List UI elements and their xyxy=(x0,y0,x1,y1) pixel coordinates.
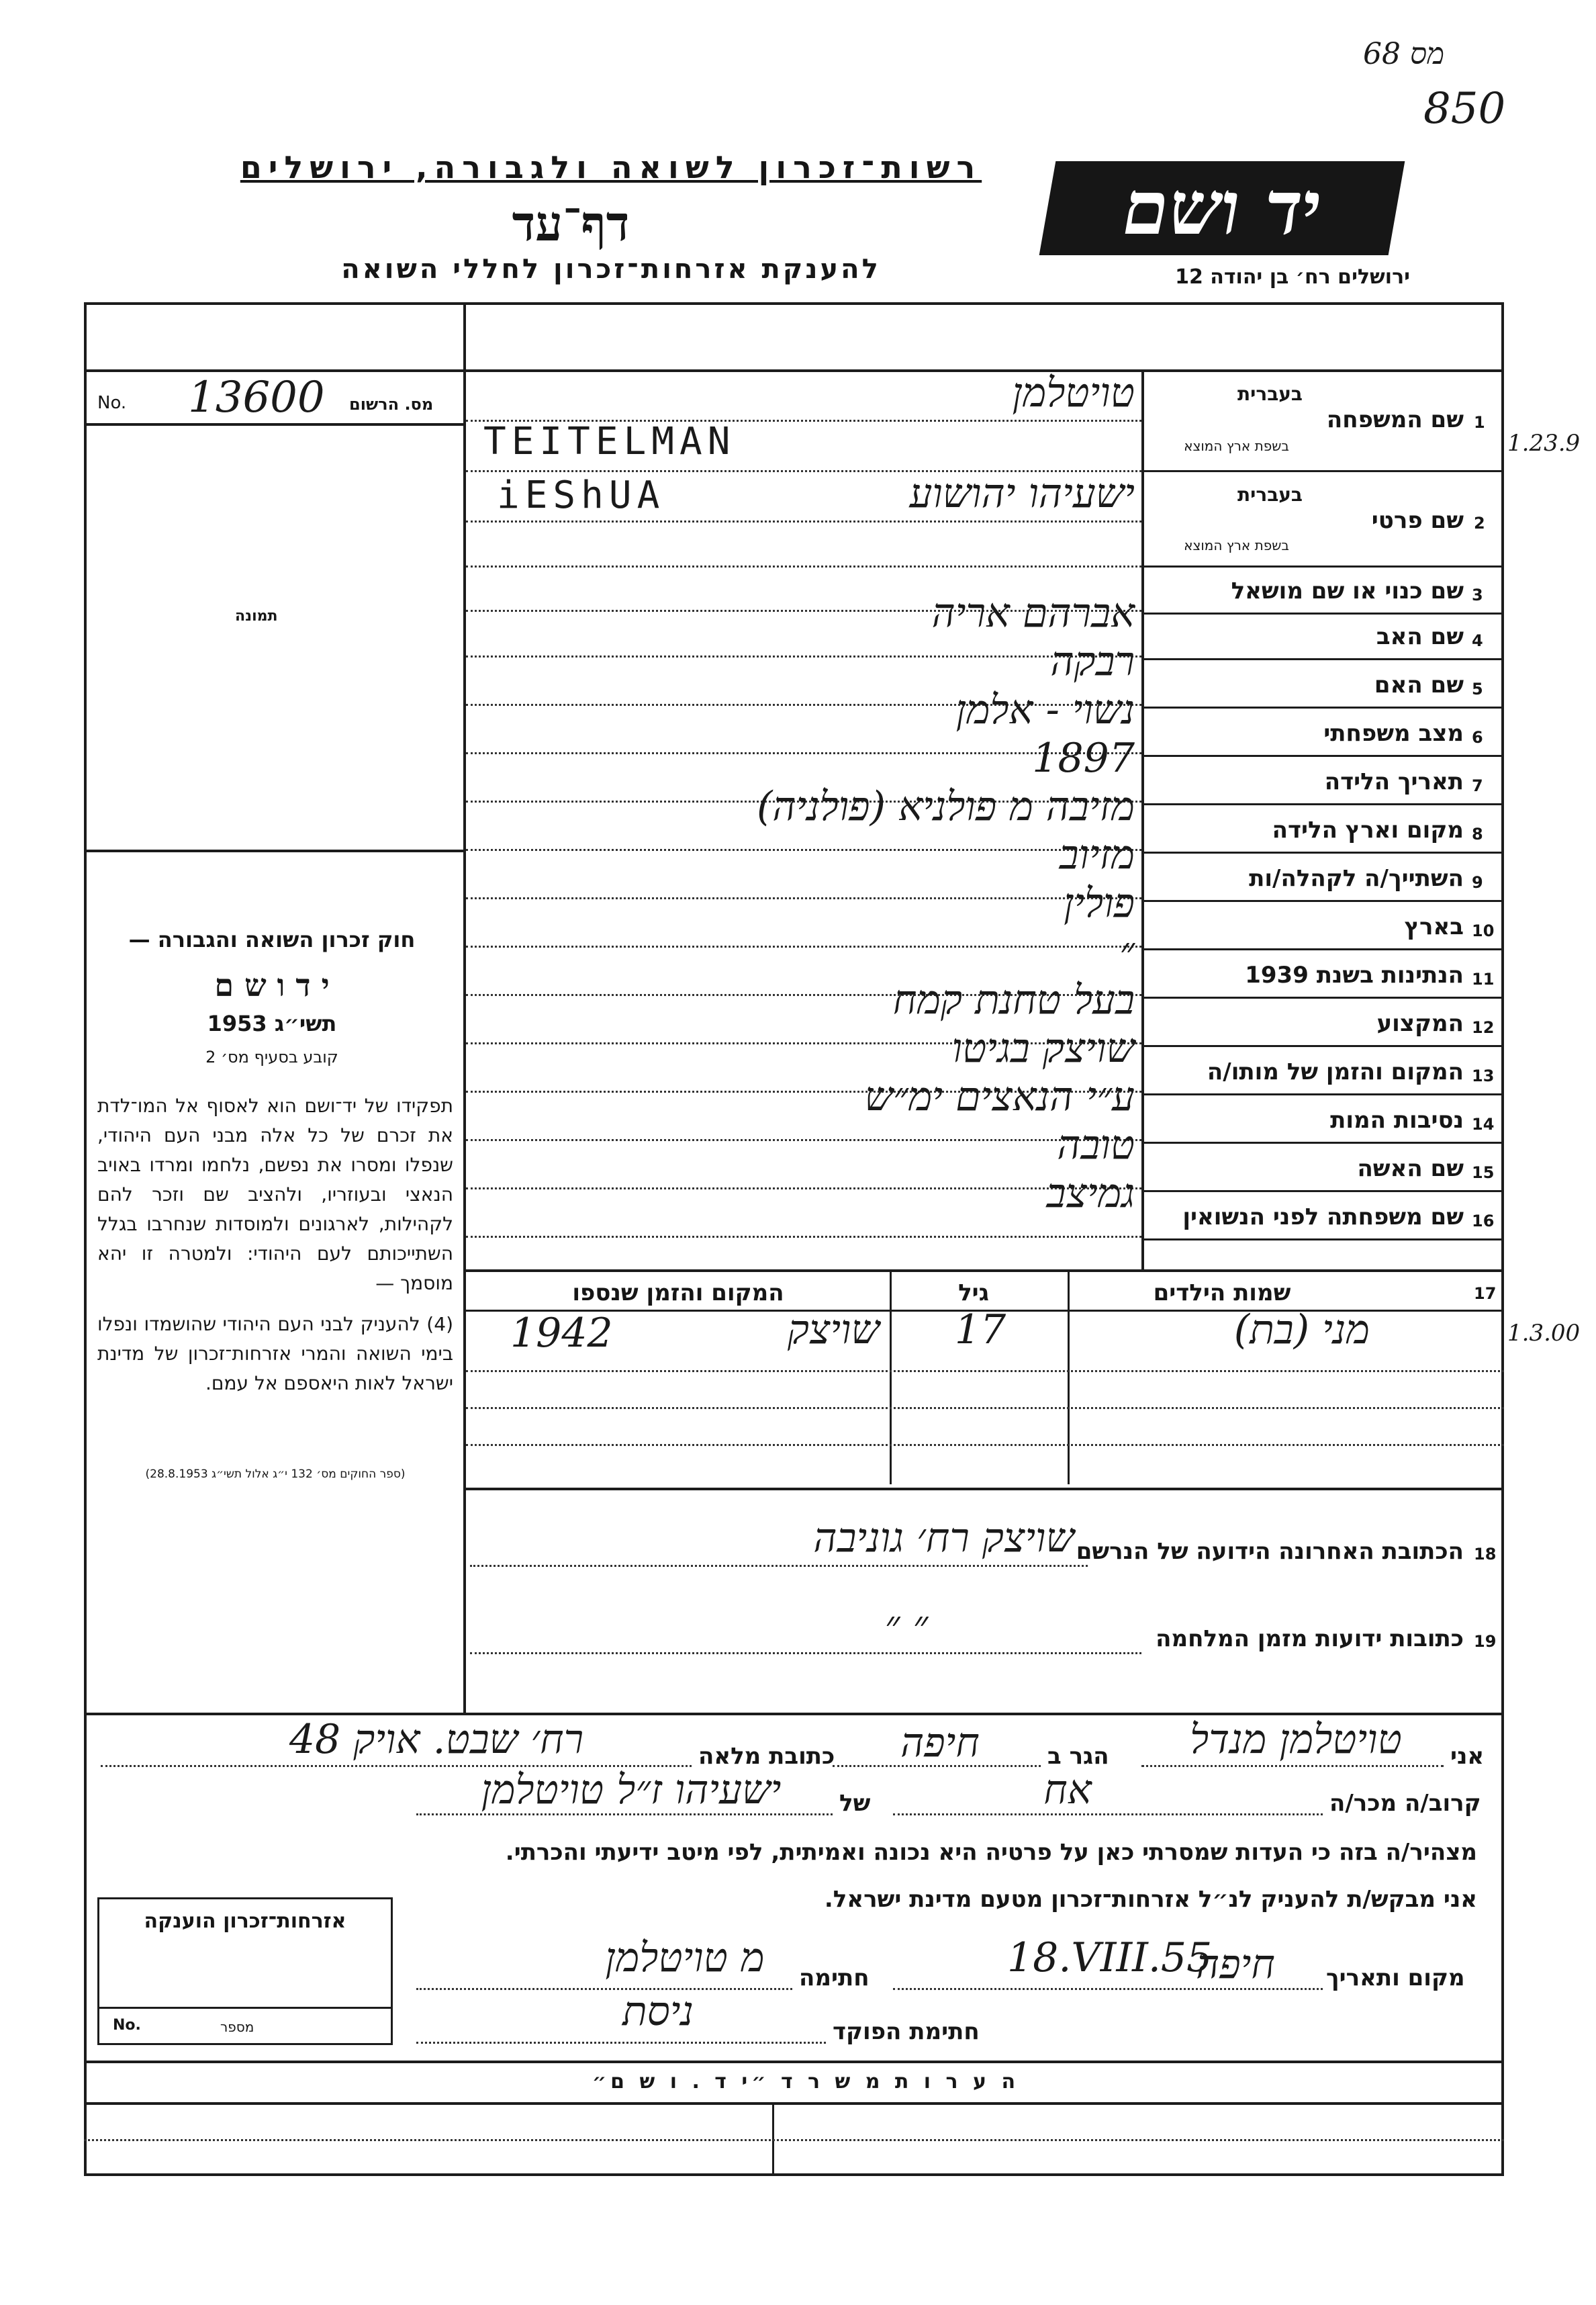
stamp-box-title: אזרחות־זכרון הוענקה xyxy=(144,1909,346,1933)
child-1-place: שויצק xyxy=(787,1306,880,1353)
declarant-lives-value: חיפה xyxy=(900,1719,980,1766)
field-18-value: שויצק רח׳ גוניבה xyxy=(813,1515,1074,1562)
stamp-box-rule xyxy=(99,2007,391,2009)
field-6-rule xyxy=(1141,755,1504,757)
children-row-line xyxy=(466,1407,1504,1409)
signature-label: חתימה xyxy=(799,1964,870,1991)
logo-address: ירושלים רח׳ בן יהודה 12 xyxy=(1175,265,1410,289)
children-place-header: המקום והזמן שנספו xyxy=(572,1279,784,1306)
children-bottom-rule xyxy=(463,1488,1504,1490)
of-line xyxy=(416,1813,833,1815)
date-value: 18.VIII.55 xyxy=(1007,1934,1213,1981)
field-8-label: מקום וארץ הלידה xyxy=(1272,817,1464,844)
field-6-label: מצב משפחתי xyxy=(1323,720,1464,747)
field-13-number: 13 xyxy=(1472,1067,1495,1085)
law-text-2: (4) להעניק לבני העם היהודי שהושמדו ונפלו בימי השואה והמרי אזרחות־זכרון של מדינת ישראל לאות היאספם אל עמם. xyxy=(97,1313,453,1394)
field-2-line xyxy=(466,521,1141,523)
field-7-number: 7 xyxy=(1472,776,1483,795)
field-4-rule xyxy=(1141,658,1504,660)
child-1-age: 17 xyxy=(954,1306,1006,1353)
field-2-sub-local: בשפת ארץ המוצא xyxy=(1184,537,1289,553)
place-value: חיפה xyxy=(1196,1941,1275,1988)
officer-line xyxy=(416,2042,826,2044)
field-19-number: 19 xyxy=(1474,1632,1497,1651)
law-clause: קובע בסעיף מס׳ 2 xyxy=(205,1048,338,1067)
field-2-local-line xyxy=(466,566,1141,568)
children-names-header: שמות הילדים xyxy=(1153,1279,1291,1306)
law-title: חוק זכרון השואה והגבורה — xyxy=(128,927,416,952)
children-col-1 xyxy=(1068,1269,1070,1484)
of-value: ישעיהו ז״ל טויטלמן xyxy=(481,1766,782,1813)
field-16-rule xyxy=(1141,1238,1504,1240)
field-18-line xyxy=(470,1565,1088,1567)
place-date-line xyxy=(893,1988,1323,1990)
field-14-rule xyxy=(1141,1142,1504,1144)
authority-name: רשות־זכרון לשואה ולגבורה, ירושלים xyxy=(240,149,982,185)
law-text-1: תפקידו של יד־ושם הוא לאסוף אל המו־לדת את זכרם של כל אלה מבני העם היהודי, שנפלו ומסרו את נפשם, נלחמו ומרדו באויב הנאצי ובעוזריו, ולהציב שם וזכר להם לקהילות, לארגונים ולמוסדות שנחרבו בגלל השתייכותם לעם היהודי: ולמטרה זו יהא מוסמך — xyxy=(97,1095,453,1294)
field-2-label: שם פרטי xyxy=(1371,507,1464,534)
photo-rule xyxy=(84,850,463,852)
field-10-rule xyxy=(1141,948,1504,950)
place-date-label: מקום ותאריך xyxy=(1326,1964,1465,1991)
statement-2: אני מבקש/ת להעניק לנ״ל אזרחות־זכרון מטעם מדינת ישראל. xyxy=(824,1886,1477,1913)
registration-label: מס. הרשום xyxy=(349,395,434,414)
child-1-name: מני (בת) xyxy=(1233,1306,1370,1353)
field-1-label: שם המשפחה xyxy=(1326,406,1464,433)
top-band-line xyxy=(84,369,1504,372)
declaration-top-rule xyxy=(84,1713,1504,1715)
field-16-number: 16 xyxy=(1472,1212,1495,1230)
field-1-sub-he: בעברית xyxy=(1237,383,1303,405)
remarks-header-rule xyxy=(84,2102,1504,2105)
field-3-number: 3 xyxy=(1472,586,1483,604)
law-footnote: (ספר החוקים מס׳ 132 י״ג אלול תשי״ג 28.8.1953) xyxy=(145,1467,406,1481)
field-10-number: 10 xyxy=(1472,921,1495,940)
officer-signature: ניסת xyxy=(622,1988,694,2035)
field-1-value: טויטלמן xyxy=(1012,369,1135,416)
field-9-label: השתייך/ה לקהלה/ות xyxy=(1249,865,1464,892)
stamp-box-no: No. xyxy=(113,2017,141,2034)
field-13-value: שויצק בגיטו xyxy=(951,1025,1135,1072)
field-14-label: נסיבות המות xyxy=(1330,1107,1464,1134)
relative-value: אח xyxy=(1043,1766,1092,1813)
field-1-number: 1 xyxy=(1474,413,1485,432)
field-6-number: 6 xyxy=(1472,728,1483,747)
law-name: י ד ו ש ם xyxy=(214,967,330,1003)
labels-column-divider xyxy=(1141,369,1144,1269)
field-15-label: שם האשה xyxy=(1357,1155,1464,1182)
of-label: של xyxy=(839,1790,871,1817)
field-3-label: שם כנוי או שם מושאל xyxy=(1231,578,1464,604)
field-9-number: 9 xyxy=(1472,873,1483,892)
field-10-value: פולין xyxy=(1064,880,1135,927)
declarant-full-address-label: כתובת מלאה xyxy=(698,1743,835,1770)
field-16-label: שם משפחתה לפני הנשואין xyxy=(1182,1204,1464,1230)
children-age-header: גיל xyxy=(958,1279,989,1306)
field-8-rule xyxy=(1141,852,1504,854)
children-number: 17 xyxy=(1474,1284,1497,1303)
field-15-number: 15 xyxy=(1472,1163,1495,1182)
field-19-label: כתובות ידועות מזמן המלחמה xyxy=(1156,1625,1464,1652)
field-8-value: מזיבה מ פולניא (פולניה) xyxy=(756,783,1135,830)
field-16-line xyxy=(466,1236,1141,1238)
field-9-rule xyxy=(1141,900,1504,902)
logo-text: יד ושם xyxy=(1115,165,1329,251)
margin-note-1: 1.23.9 xyxy=(1507,430,1581,457)
field-12-value: בעל טחנת קמח xyxy=(892,977,1135,1024)
field-8-number: 8 xyxy=(1472,825,1483,844)
child-1-time: 1942 xyxy=(510,1310,613,1357)
field-18-label: הכתובת האחרונה הידועה של הנרשם xyxy=(1076,1538,1464,1565)
declarant-full-address-value: רח׳ שבט. אויק 48 xyxy=(289,1716,584,1763)
field-2-sub-he: בעברית xyxy=(1237,484,1303,506)
children-top-rule xyxy=(463,1269,1504,1272)
registration-rule xyxy=(84,423,463,426)
field-19-value: ״ ״ xyxy=(884,1602,929,1649)
field-12-rule xyxy=(1141,1045,1504,1047)
remarks-top-rule xyxy=(84,2061,1504,2063)
field-2-number: 2 xyxy=(1474,514,1485,533)
field-10-label: בארץ xyxy=(1404,913,1464,940)
field-11-value: ״ xyxy=(1119,928,1135,975)
sheet-number: 850 xyxy=(1423,84,1506,134)
field-11-label: הנתינות בשנת 1939 xyxy=(1245,962,1464,989)
field-7-value: 1897 xyxy=(1032,735,1135,782)
field-14-number: 14 xyxy=(1472,1115,1495,1134)
relative-label: קרוב/ה מכר/ה xyxy=(1329,1790,1481,1817)
field-1-sub-local: בשפת ארץ המוצא xyxy=(1184,438,1289,454)
field-7-label: תאריך הלידה xyxy=(1324,768,1464,795)
field-6-value: נשוי - אלמן xyxy=(955,686,1135,733)
page-subtitle: להענקת אזרחות־זכרון לחללי השואה xyxy=(341,254,881,285)
field-2-rule xyxy=(1141,566,1504,568)
registration-number: 13600 xyxy=(188,373,325,422)
field-13-rule xyxy=(1141,1093,1504,1095)
children-row-line xyxy=(466,1370,1504,1372)
field-16-value: גמיצב xyxy=(1046,1170,1135,1217)
photo-label: תמונה xyxy=(235,608,278,625)
field-11-number: 11 xyxy=(1472,970,1495,989)
signature-value: מ טויטלמן xyxy=(605,1934,765,1981)
field-15-rule xyxy=(1141,1190,1504,1192)
field-5-value: רבקה xyxy=(1050,638,1135,685)
declarant-lives-label: הגר ב xyxy=(1047,1743,1109,1770)
field-13-label: המקום והזמן של מותו/ה xyxy=(1207,1058,1464,1085)
citizenship-stamp-box xyxy=(97,1897,393,2045)
field-14-value: ע״י הנאצים ימ״ש xyxy=(864,1073,1135,1120)
stamp-box-number-label: מספר xyxy=(220,2019,254,2035)
field-15-value: טובה xyxy=(1057,1122,1135,1169)
page-mark: 68 מס xyxy=(1363,37,1445,71)
field-12-label: המקצוע xyxy=(1376,1010,1464,1037)
page-title: דף־עד xyxy=(512,195,630,252)
field-1-value-local: TEITELMAN xyxy=(483,420,736,463)
field-3-rule xyxy=(1141,613,1504,615)
declarant-name: טויטלמן מנדל xyxy=(1190,1716,1402,1763)
remarks-line-1 xyxy=(84,2139,1504,2141)
field-2-value: ישעיהו יהושוע xyxy=(909,470,1135,517)
declarant-i-label: אני xyxy=(1450,1743,1485,1770)
law-year: תשי״ג 1953 xyxy=(207,1011,337,1036)
left-column-divider xyxy=(463,302,466,1713)
remarks-label: ה ע ר ו ת מ ש ר ד ״י ד . ו ש ם״ xyxy=(592,2070,1020,2093)
children-row-line xyxy=(466,1444,1504,1446)
field-9-value: מזיוב xyxy=(1059,831,1135,878)
margin-note-2: 1.3.00 xyxy=(1507,1320,1581,1347)
field-4-value: אברהם אריה xyxy=(931,590,1135,637)
field-2-value-local: iEShUA xyxy=(497,473,665,517)
yad-vashem-logo xyxy=(1039,161,1405,255)
field-11-rule xyxy=(1141,997,1504,999)
field-19-line xyxy=(470,1652,1141,1654)
relative-line xyxy=(893,1813,1323,1815)
field-4-label: שם האב xyxy=(1376,623,1464,650)
officer-label: חתימת הפוקד xyxy=(833,2018,980,2045)
field-5-label: שם האם xyxy=(1374,672,1464,698)
registration-no-prefix: No. xyxy=(97,393,127,413)
field-7-rule xyxy=(1141,803,1504,805)
field-4-number: 4 xyxy=(1472,631,1483,650)
field-12-number: 12 xyxy=(1472,1018,1495,1037)
field-1-rule xyxy=(1141,470,1504,472)
field-18-number: 18 xyxy=(1474,1545,1497,1564)
field-5-number: 5 xyxy=(1472,680,1483,698)
field-5-rule xyxy=(1141,707,1504,709)
statement-1: מצהיר/ה בזה כי העדות שמסרתי כאן על פרטיה היא נכונה ואמיתית, לפי מיטב ידיעתי והכרתי. xyxy=(505,1839,1477,1866)
children-col-2 xyxy=(890,1269,892,1484)
